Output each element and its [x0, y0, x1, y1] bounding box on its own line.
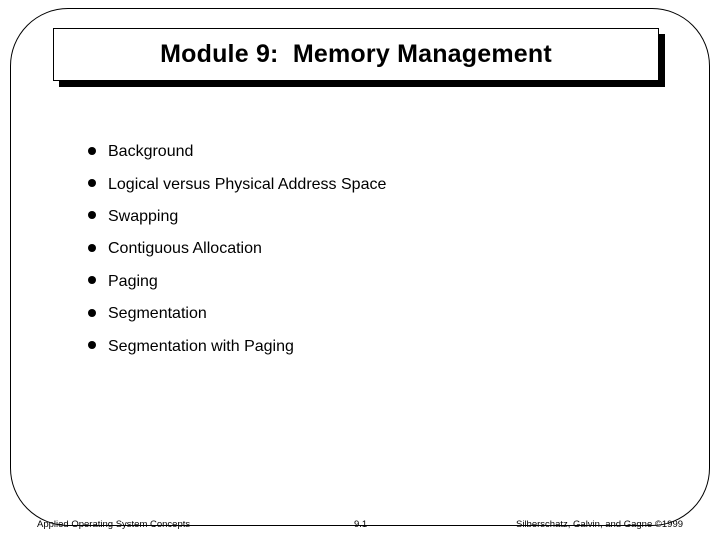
footer-book-title: Applied Operating System Concepts [37, 519, 191, 530]
bullet-label: Background [108, 143, 194, 161]
bullet-dot-icon [88, 276, 96, 284]
title-box [53, 28, 659, 81]
footer-page-number: 9.1 [354, 519, 368, 530]
bullet-list [88, 136, 386, 363]
bullet-item-background [88, 136, 386, 168]
bullet-item-segmentation [88, 298, 386, 330]
bullet-dot-icon [88, 341, 96, 349]
bullet-item-contiguous-allocation [88, 233, 386, 265]
bullet-label: Paging [108, 272, 158, 290]
bullet-dot-icon [88, 211, 96, 219]
bullet-item-paging [88, 266, 386, 298]
bullet-label: Swapping [108, 207, 179, 225]
bullet-item-address-space [88, 168, 386, 200]
bullet-label: Logical versus Physical Address Space [108, 175, 387, 193]
bullet-label: Segmentation [108, 305, 207, 323]
bullet-label: Contiguous Allocation [108, 240, 262, 258]
bullet-dot-icon [88, 147, 96, 155]
page-title: Module 9: Memory Management [160, 40, 552, 68]
footer-copyright: Silberschatz, Galvin, and Gagne ©1999 [516, 519, 684, 530]
bullet-dot-icon [88, 309, 96, 317]
bullet-item-segmentation-with-paging [88, 330, 386, 362]
bullet-label: Segmentation with Paging [108, 337, 294, 355]
bullet-dot-icon [88, 179, 96, 187]
bullet-item-swapping [88, 201, 386, 233]
bullet-dot-icon [88, 244, 96, 252]
